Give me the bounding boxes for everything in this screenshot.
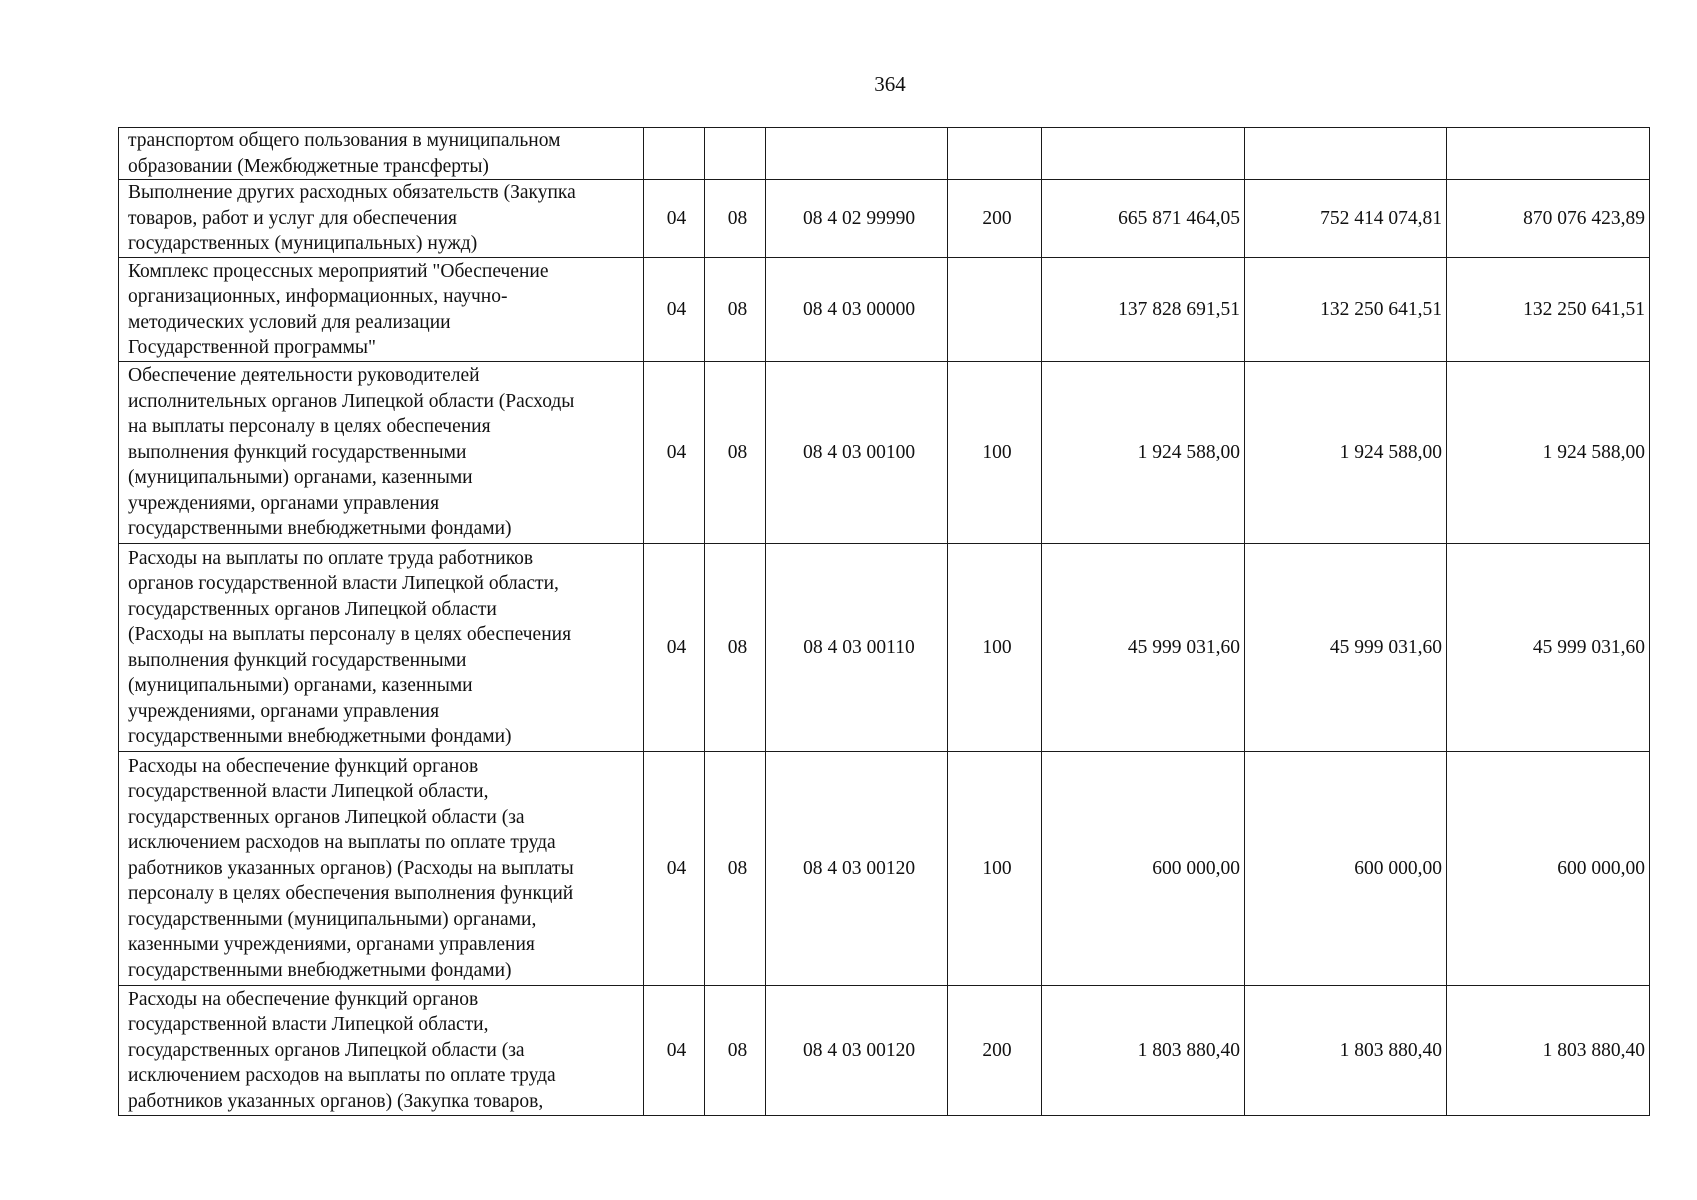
amount-year-3-cell: 870 076 423,89 bbox=[1447, 180, 1650, 258]
description-line: государственных органов Липецкой области (за bbox=[128, 1039, 525, 1061]
amount-year-2-cell bbox=[1245, 128, 1447, 180]
description-line: государственными внебюджетными фондами) bbox=[128, 959, 512, 981]
expense-type-cell: 100 bbox=[948, 544, 1042, 752]
description-line: методических условий для реализации bbox=[128, 311, 451, 333]
description-line: (муниципальными) органами, казенными bbox=[128, 675, 473, 696]
section-cell: 04 bbox=[644, 544, 705, 752]
description-line: исполнительных органов Липецкой области (Расходы bbox=[128, 390, 575, 412]
amount-year-1-cell: 665 871 464,05 bbox=[1042, 180, 1245, 258]
description-cell bbox=[119, 544, 644, 752]
target-article-cell bbox=[766, 128, 948, 180]
description-cell bbox=[119, 258, 644, 362]
amount-year-2-cell: 752 414 074,81 bbox=[1245, 180, 1447, 258]
description-line: государственных органов Липецкой области bbox=[128, 598, 497, 620]
page-number: 364 bbox=[874, 72, 906, 96]
amount-year-2-cell: 132 250 641,51 bbox=[1245, 258, 1447, 362]
target-article-cell: 08 4 03 00000 bbox=[766, 258, 948, 362]
amount-year-3-cell: 1 803 880,40 bbox=[1447, 986, 1650, 1116]
table-row bbox=[119, 128, 1650, 180]
amount-year-2-cell: 1 924 588,00 bbox=[1245, 362, 1447, 544]
table-row bbox=[119, 752, 1650, 986]
description-line: работников указанных органов) (Закупка товаров, bbox=[128, 1090, 544, 1112]
expense-type-cell: 100 bbox=[948, 752, 1042, 986]
description-line: государственной власти Липецкой области, bbox=[128, 781, 489, 803]
amount-year-3-cell: 1 924 588,00 bbox=[1447, 362, 1650, 544]
amount-year-2-cell: 45 999 031,60 bbox=[1245, 544, 1447, 752]
description-line: Выполнение других расходных обязательств (Закупка bbox=[128, 182, 576, 204]
description-line: Комплекс процессных мероприятий "Обеспечение bbox=[128, 260, 549, 282]
description-line: органов государственной власти Липецкой области, bbox=[128, 573, 559, 594]
subsection-cell bbox=[705, 128, 766, 180]
description-line: образовании (Межбюджетные трансферты) bbox=[128, 155, 489, 177]
target-article-cell: 08 4 03 00120 bbox=[766, 986, 948, 1116]
description-line: исключением расходов на выплаты по оплате труда bbox=[128, 832, 556, 854]
target-article-cell: 08 4 02 99990 bbox=[766, 180, 948, 258]
expense-type-cell bbox=[948, 258, 1042, 362]
section-cell: 04 bbox=[644, 180, 705, 258]
description-line: товаров, работ и услуг для обеспечения bbox=[128, 207, 457, 229]
section-cell: 04 bbox=[644, 362, 705, 544]
table-row bbox=[119, 180, 1650, 258]
table-row bbox=[119, 258, 1650, 362]
description-cell bbox=[119, 986, 644, 1116]
subsection-cell: 08 bbox=[705, 180, 766, 258]
description-line: государственной власти Липецкой области, bbox=[128, 1014, 489, 1036]
amount-year-1-cell: 45 999 031,60 bbox=[1042, 544, 1245, 752]
description-cell bbox=[119, 180, 644, 258]
amount-year-1-cell: 600 000,00 bbox=[1042, 752, 1245, 986]
description-line: работников указанных органов) (Расходы на выплаты bbox=[128, 857, 574, 879]
expense-type-cell: 100 bbox=[948, 362, 1042, 544]
amount-year-3-cell: 45 999 031,60 bbox=[1447, 544, 1650, 752]
table-row bbox=[119, 362, 1650, 544]
description-line: государственными внебюджетными фондами) bbox=[128, 726, 512, 747]
subsection-cell: 08 bbox=[705, 544, 766, 752]
section-cell bbox=[644, 128, 705, 180]
table-row bbox=[119, 986, 1650, 1116]
description-line: на выплаты персоналу в целях обеспечения bbox=[128, 416, 491, 438]
description-line: учреждениями, органами управления bbox=[128, 700, 440, 722]
amount-year-1-cell: 137 828 691,51 bbox=[1042, 258, 1245, 362]
expense-type-cell: 200 bbox=[948, 986, 1042, 1116]
description-line: казенными учреждениями, органами управления bbox=[128, 934, 535, 956]
subsection-cell: 08 bbox=[705, 258, 766, 362]
description-line: транспортом общего пользования в муниципальном bbox=[128, 130, 561, 151]
budget-table bbox=[118, 127, 1650, 1116]
subsection-cell: 08 bbox=[705, 986, 766, 1116]
description-line: исключением расходов на выплаты по оплате труда bbox=[128, 1065, 556, 1087]
budget-table-body bbox=[119, 128, 1650, 1116]
description-line: государственными внебюджетными фондами) bbox=[128, 518, 512, 540]
section-cell: 04 bbox=[644, 986, 705, 1116]
description-cell bbox=[119, 128, 644, 180]
section-cell: 04 bbox=[644, 752, 705, 986]
description-line: персоналу в целях обеспечения выполнения функций bbox=[128, 883, 574, 905]
amount-year-2-cell: 600 000,00 bbox=[1245, 752, 1447, 986]
amount-year-1-cell: 1 924 588,00 bbox=[1042, 362, 1245, 544]
description-line: Расходы на выплаты по оплате труда работников bbox=[128, 547, 534, 569]
description-line: Обеспечение деятельности руководителей bbox=[128, 365, 480, 387]
subsection-cell: 08 bbox=[705, 362, 766, 544]
description-line: государственными (муниципальными) органами, bbox=[128, 908, 537, 930]
table-row bbox=[119, 544, 1650, 752]
description-line: учреждениями, органами управления bbox=[128, 492, 440, 514]
description-line: государственных органов Липецкой области (за bbox=[128, 806, 525, 828]
description-line: организационных, информационных, научно- bbox=[128, 286, 508, 307]
amount-year-3-cell bbox=[1447, 128, 1650, 180]
target-article-cell: 08 4 03 00120 bbox=[766, 752, 948, 986]
description-line: Расходы на обеспечение функций органов bbox=[128, 988, 479, 1010]
amount-year-1-cell bbox=[1042, 128, 1245, 180]
expense-type-cell: 200 bbox=[948, 180, 1042, 258]
amount-year-1-cell: 1 803 880,40 bbox=[1042, 986, 1245, 1116]
description-line: Расходы на обеспечение функций органов bbox=[128, 755, 479, 777]
section-cell: 04 bbox=[644, 258, 705, 362]
description-line: (Расходы на выплаты персоналу в целях обеспечения bbox=[128, 624, 572, 645]
description-line: (муниципальными) органами, казенными bbox=[128, 467, 473, 489]
target-article-cell: 08 4 03 00110 bbox=[766, 544, 948, 752]
amount-year-2-cell: 1 803 880,40 bbox=[1245, 986, 1447, 1116]
description-cell bbox=[119, 362, 644, 544]
subsection-cell: 08 bbox=[705, 752, 766, 986]
description-line: выполнения функций государственными bbox=[128, 441, 467, 463]
expense-type-cell bbox=[948, 128, 1042, 180]
description-line: выполнения функций государственными bbox=[128, 649, 467, 671]
description-cell bbox=[119, 752, 644, 986]
amount-year-3-cell: 132 250 641,51 bbox=[1447, 258, 1650, 362]
description-line: государственных (муниципальных) нужд) bbox=[128, 233, 478, 255]
description-line: Государственной программы" bbox=[128, 337, 376, 358]
target-article-cell: 08 4 03 00100 bbox=[766, 362, 948, 544]
amount-year-3-cell: 600 000,00 bbox=[1447, 752, 1650, 986]
